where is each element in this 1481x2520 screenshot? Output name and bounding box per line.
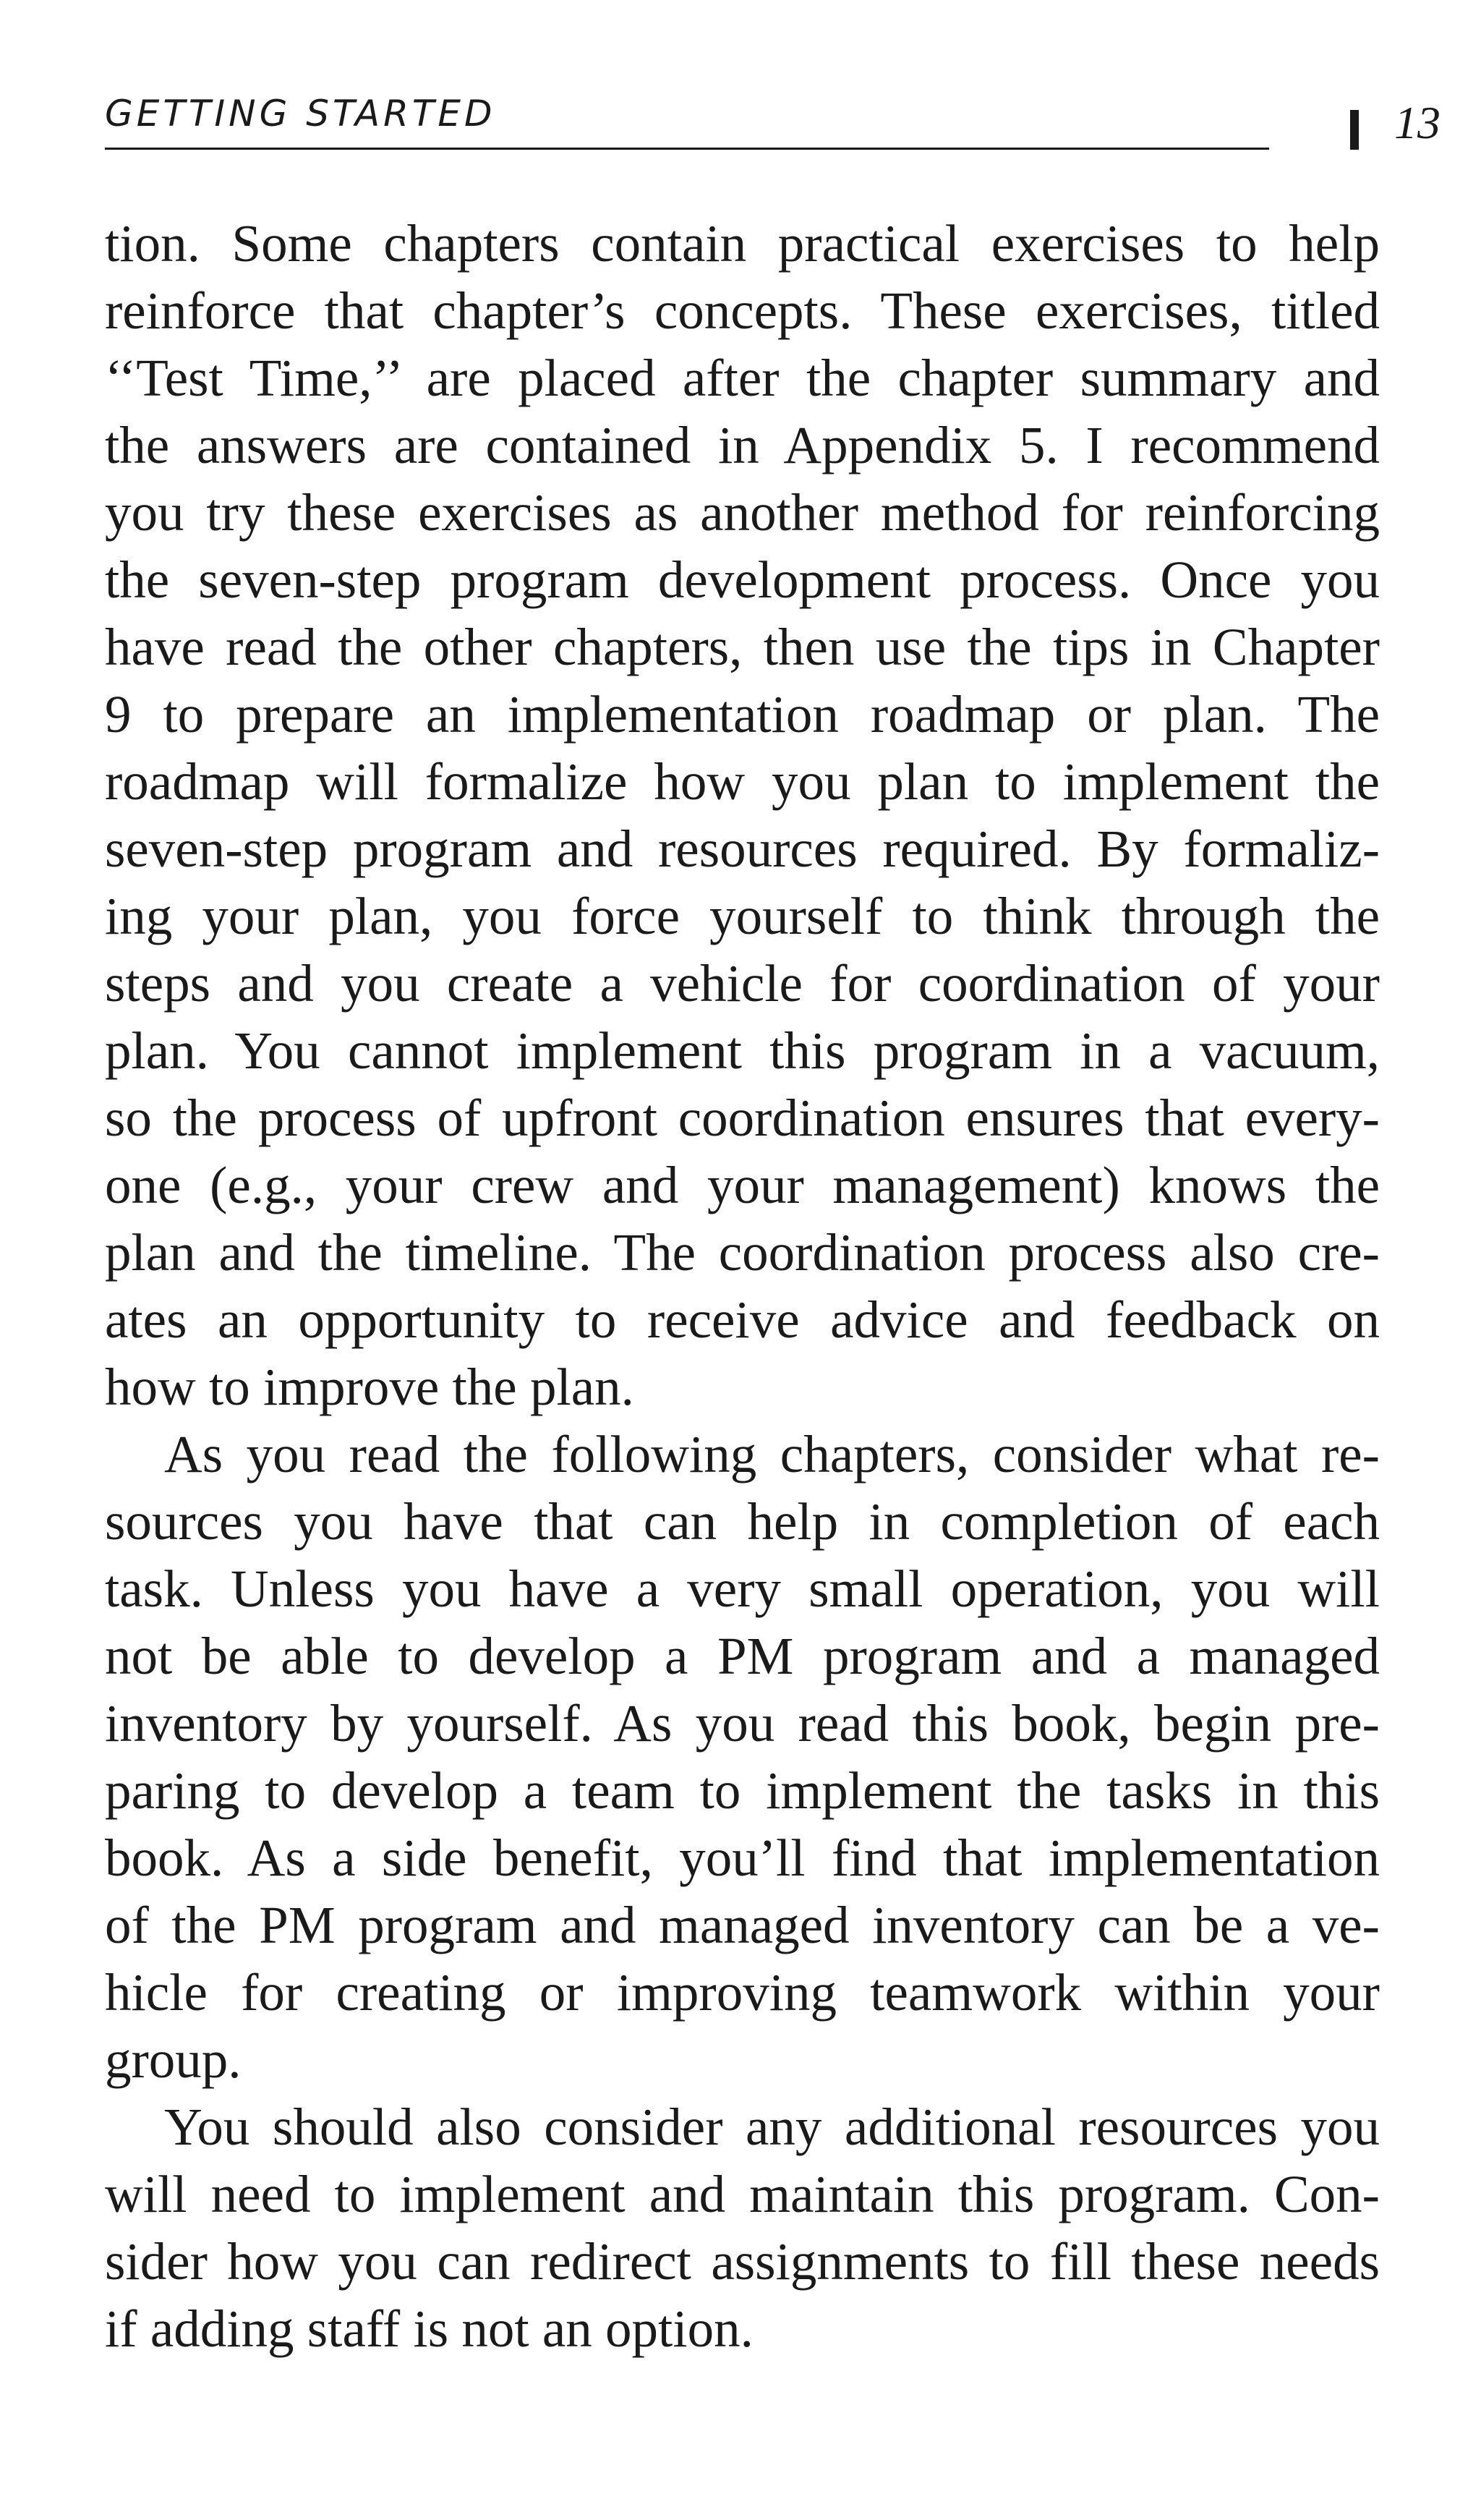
text-line: not be able to develop a PM program and a managed	[105, 1627, 1380, 1685]
paragraph-3	[105, 2093, 1380, 2362]
text-line: hicle for creating or improving teamwork within your	[105, 1963, 1380, 2022]
paragraph-1	[105, 210, 1380, 1421]
page-number: 13	[1394, 97, 1441, 148]
text-line: you try these exercises as another method for reinforcing	[105, 483, 1380, 542]
header-rule	[105, 148, 1269, 150]
text-line: of the PM program and managed inventory can be a ve-	[105, 1896, 1380, 1954]
text-line: so the process of upfront coordination ensures that every-	[105, 1089, 1380, 1147]
text-line: ing your plan, you force yourself to think through the	[105, 887, 1380, 945]
text-line: ates an opportunity to receive advice and feedback on	[105, 1290, 1380, 1349]
body-text	[105, 210, 1380, 2362]
paragraph-2	[105, 1421, 1380, 2093]
text-line: if adding staff is not an option.	[105, 2299, 754, 2358]
header-bar-ornament	[1350, 110, 1359, 150]
running-header	[105, 93, 1441, 150]
text-line: how to improve the plan.	[105, 1358, 634, 1416]
text-line: plan and the timeline. The coordination process also cre-	[105, 1223, 1380, 1282]
text-line: inventory by yourself. As you read this book, begin pre-	[105, 1694, 1380, 1753]
text-line: sources you have that can help in completion of each	[105, 1492, 1380, 1551]
text-line: have read the other chapters, then use the tips in Chapter	[105, 618, 1380, 676]
text-line: plan. You cannot implement this program in a vacuum,	[105, 1021, 1380, 1080]
text-line: roadmap will formalize how you plan to implement the	[105, 752, 1380, 811]
text-line: the answers are contained in Appendix 5. I recommend	[105, 416, 1380, 474]
text-line: the seven-step program development process. Once you	[105, 550, 1380, 609]
text-line: paring to develop a team to implement the tasks in this	[105, 1761, 1380, 1820]
text-line: one (e.g., your crew and your management) knows the	[105, 1156, 1380, 1214]
running-title: GETTING STARTED	[105, 93, 496, 135]
text-line: reinforce that chapter’s concepts. These exercises, titled	[105, 281, 1380, 340]
text-line: You should also consider any additional resources you	[164, 2098, 1380, 2156]
text-line: book. As a side benefit, you’ll find that implementation	[105, 1829, 1380, 1887]
text-line: As you read the following chapters, consider what re-	[164, 1425, 1380, 1484]
text-line: sider how you can redirect assignments to fill these needs	[105, 2232, 1380, 2291]
text-line: 9 to prepare an implementation roadmap or plan. The	[105, 685, 1380, 744]
text-line: group.	[105, 2030, 242, 2089]
text-line: seven-step program and resources required. By formaliz-	[105, 820, 1380, 878]
text-line: steps and you create a vehicle for coordination of your	[105, 954, 1380, 1013]
text-line: will need to implement and maintain this program. Con-	[105, 2165, 1380, 2223]
text-line: tion. Some chapters contain practical exercises to help	[105, 214, 1380, 273]
text-line: task. Unless you have a very small operation, you will	[105, 1559, 1380, 1618]
text-line: ‘‘Test Time,’’ are placed after the chapter summary and	[105, 349, 1380, 407]
